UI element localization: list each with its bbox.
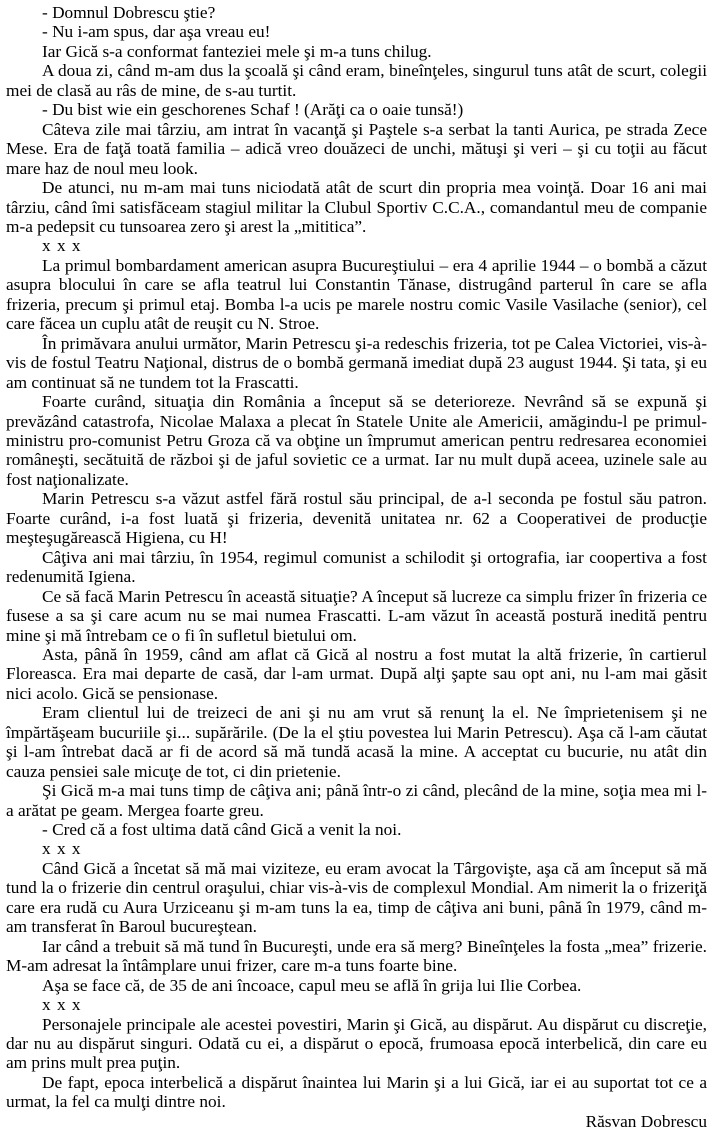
paragraph: A doua zi, când m-am dus la şcoală şi când eram, bineînţeles, singurul tuns atât de scurt, colegii mei de clasă au râs de mine, de s-au turtit.	[6, 61, 707, 100]
paragraph: - Cred că a fost ultima dată când Gică a venit la noi.	[42, 820, 402, 840]
paragraph: Eram clientul lui de treizeci de ani şi nu am vrut să renunţ la el. Ne împrietenisem şi ne împărtăşeam bucuriile şi... supărările. (De la el ştiu povestea lui Marin Petrescu). Aşa că l-am căutat şi l-am întrebat dacă ar fi de acord să mă tundă acasă la mine. A acceptat cu bucurie, nu atât din cauza pensiei sale micuţe de tot, ci din prietenie.	[6, 703, 707, 781]
paragraph: Foarte curând, situaţia din România a început să se deterioreze. Nevrând să se expună şi prevăzând catastrofa, Nicolae Malaxa a plecat în Statele Unite ale Americii, amăgindu-l pe primul-ministru pro-comunist Petru Groza că va obţine un împrumut american pentru redresarea economiei româneşti, secătuită de război şi de jaful sovietic ce a urmat. Iar nu mult după aceea, uzinele sale au fost naţionalizate.	[6, 392, 707, 489]
section-separator: x x x	[42, 236, 82, 256]
paragraph: De fapt, epoca interbelică a dispărut înaintea lui Marin şi a lui Gică, iar ei au suportat tot ce a urmat, la fel ca mulţi dintre noi.	[6, 1072, 707, 1112]
paragraph: De atunci, nu m-am mai tuns niciodată atât de scurt din propria mea voinţă. Doar 16 ani mai târziu, când îmi satisfăceam stagiul militar la Clubul Sportiv C.C.A., comandantul meu de companie m-a pedepsit cu tunsoarea zero şi arest la „mititica”.	[6, 178, 707, 236]
paragraph: Ce să facă Marin Petrescu în această situaţie? A început să lucreze ca simplu frizer în frizeria ce fusese a sa şi care acum nu se mai numea Frascatti. L-am văzut în această postură inedită pentru mine şi mă întrebam ce o fi în sufletul bietului om.	[6, 586, 707, 645]
paragraph: În primăvara anului următor, Marin Petrescu şi-a redeschis frizeria, tot pe Calea Victoriei, vis-à-vis de fostul Teatru Naţional, distrus de o bombă germană imediat după 23 august 1944. Şi tata, şi eu am continuat să ne tundem tot la Frascatti.	[6, 333, 707, 392]
paragraph: Câţiva ani mai târziu, în 1954, regimul comunist a schilodit şi ortografia, iar coopertiva a fost redenumită Igiena.	[6, 547, 707, 587]
paragraph: La primul bombardament american asupra Bucureştiului – era 4 aprilie 1944 – o bombă a căzut asupra blocului în care se afla teatrul lui Constantin Tănase, distrugând parterul în care se afla frizeria, precum şi primul etaj. Bomba l-a ucis pe marele nostru comic Vasile Vasilache (senior), cel care făcea un cuplu atât de reuşit cu N. Stroe.	[6, 255, 707, 334]
author-signature: Răsvan Dobrescu	[585, 1111, 707, 1131]
section-separator: x x x	[42, 995, 82, 1015]
paragraph: - Nu i-am spus, dar aşa vreau eu!	[42, 22, 271, 42]
paragraph: Câteva zile mai târziu, am intrat în vacanţă şi Paştele s-a serbat la tanti Aurica, pe strada Zece Mese. Era de faţă toată familia – adică vreo douăzeci de unchi, mătuşi şi veri – şi cu toţii au făcut mare haz de noul meu look.	[6, 119, 707, 178]
paragraph: Iar când a trebuit să mă tund în Bucureşti, unde era să merg? Bineînţeles la fosta „mea” frizerie. M-am adresat la întâmplare unui frizer, care m-a tuns foarte bine.	[6, 936, 707, 976]
paragraph: Aşa se face că, de 35 de ani încoace, capul meu se află în grija lui Ilie Corbea.	[42, 975, 582, 995]
paragraph: Şi Gică m-a mai tuns timp de câţiva ani; până într-o zi când, plecând de la mine, soţia mea mi l-a arătat pe geam. Mergea foarte greu.	[6, 781, 707, 820]
paragraph: Asta, până în 1959, când am aflat că Gică al nostru a fost mutat la altă frizerie, în cartierul Floreasca. Era mai departe de casă, dar l-am urmat. După alţi şapte sau opt ani, nu l-am mai găsit nici acolo. Gică se pensionase.	[6, 644, 707, 703]
section-separator: x x x	[42, 839, 82, 859]
paragraph: Iar Gică s-a conformat fanteziei mele şi m-a tuns chilug.	[42, 41, 432, 61]
paragraph: Personajele principale ale acestei povestiri, Marin şi Gică, au dispărut. Au dispărut cu discreţie, dar nu au dispărut singuri. Odată cu ei, a dispărut o epocă, frumoasa epocă interbelică, din care eu am prins mult prea puţin.	[6, 1014, 707, 1073]
paragraph: Când Gică a încetat să mă mai viziteze, eu eram avocat la Târgovişte, aşa că am început să mă tund la o frizerie din centrul oraşului, chiar vis-à-vis de complexul Mondial. Am nimerit la o frizeriţă care era rudă cu Aura Urziceanu şi m-am tuns la ea, timp de câţiva ani buni, până în 1979, când m-am transferat în Baroul bucureştean.	[6, 858, 707, 937]
paragraph: - Domnul Dobrescu ştie?	[42, 3, 216, 22]
paragraph: Marin Petrescu s-a văzut astfel fără rostul său principal, de a-l seconda pe fostul său patron. Foarte curând, i-a fost luată şi frizeria, devenită unitatea nr. 62 a Cooperativei de producţie meşteşugărească Higiena, cu H!	[6, 489, 707, 548]
paragraph: - Du bist wie ein geschorenes Schaf ! (Arăţi ca o oaie tunsă!)	[42, 100, 464, 120]
article-body	[6, 3, 707, 1112]
